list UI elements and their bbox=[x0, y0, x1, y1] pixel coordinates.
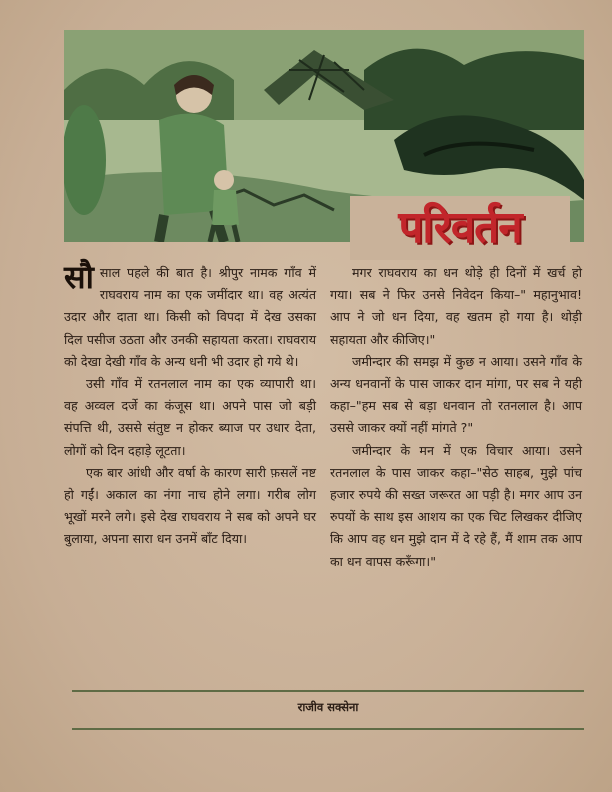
paragraph-3: एक बार आंधी और वर्षा के कारण सारी फ़सलें नष्ट हो गईं। अकाल का नंगा नाच होने लगा। गरीब लोग भूखों मरने लगे। इसे देख राघवराय ने सब को अपने घर बुलाया, अपना सारा धन उनमें बाँट दिया। bbox=[64, 464, 316, 547]
paragraph-4: मगर राघवराय का धन थोड़े ही दिनों में खर्च हो गया। सब ने फिर उनसे निवेदन किया–" महानुभाव! आप ने जो धन दिया, वह खतम हो गया है। थोड़ी सहायता और कीजिए।" bbox=[330, 265, 582, 347]
story-title: परिवर्तन bbox=[350, 196, 570, 260]
right-column bbox=[330, 262, 582, 573]
top-divider bbox=[72, 690, 584, 692]
paragraph-6: जमीन्दार के मन में एक विचार आया। उसने रतनलाल के पास जाकर कहा–"सेठ साहब, मुझे पांच हजार रुपये की सख्त जरूरत आ पड़ी है। मगर आप उन रुपयों के साथ इस आशय का एक चिट लिखकर दीजिए कि आप वह धन मुझे दान में दे रहे हैं, मैं शाम तक आप का धन वापस करूँगा।" bbox=[330, 442, 582, 569]
paragraph-2: उसी गाँव में रतनलाल नाम का एक व्यापारी था। वह अव्वल दर्जे का कंजूस था। अपने पास जो बड़ी संपत्ति थी, उससे संतुष्ट न होकर ब्याज पर उधार देता, लोगों को दिन दहाड़े लूटता। bbox=[64, 376, 316, 458]
author-name: राजीव सक्सेना bbox=[297, 700, 359, 714]
drop-cap: सौ bbox=[64, 258, 94, 296]
paragraph-1-text: साल पहले की बात है। श्रीपुर नामक गाँव में राघवराय नाम का एक जमींदार था। वह अत्यंत उदार और दाता था। किसी को विपदा में देख उसका दिल पसीज उठता और उनकी सहायता करता। राघवराय को देखा देखी गाँव के अन्य धनी भी उदार हो गये थे। bbox=[64, 265, 316, 369]
paragraph-5: जमीन्दार की समझ में कुछ न आया। उसने गाँव के अन्य धनवानों के पास जाकर दान मांगा, पर सब ने यही कहा–"हम सब से बड़ा धनवान तो रतनलाल है। आप उससे जाकर क्यों नहीं मांगते ?" bbox=[330, 353, 582, 436]
paragraph-1 bbox=[64, 258, 316, 373]
left-column bbox=[64, 258, 316, 551]
bottom-divider bbox=[72, 728, 584, 730]
